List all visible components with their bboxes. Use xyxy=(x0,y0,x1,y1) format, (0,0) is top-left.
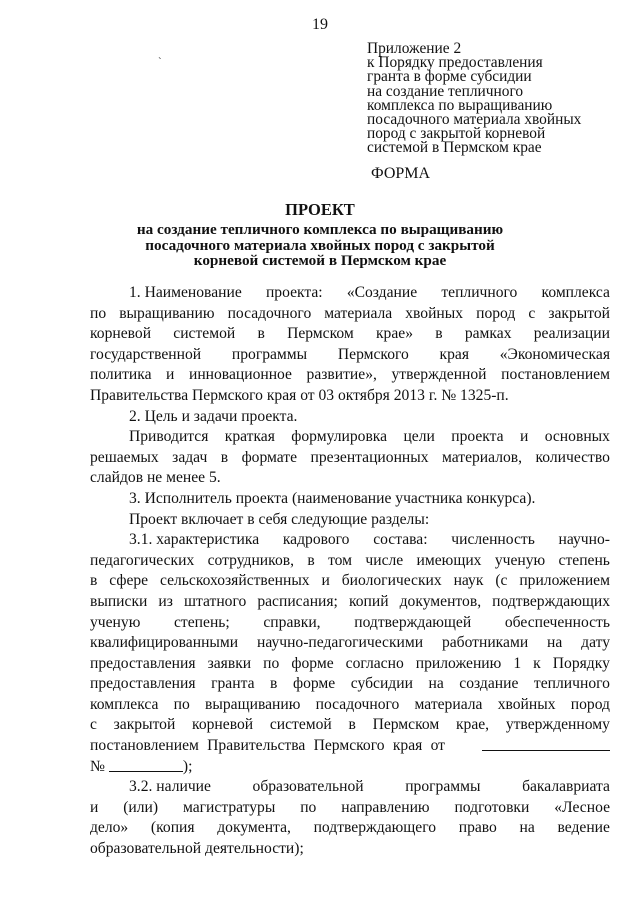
paragraph-sections: Проект включает в себя следующие разделы: xyxy=(129,510,430,528)
word: Приводится xyxy=(129,428,209,446)
text-line xyxy=(90,674,610,695)
word: том xyxy=(328,551,353,569)
word: Порядку xyxy=(552,654,610,672)
word: бакалавриата xyxy=(522,778,610,796)
word: биологических xyxy=(341,572,442,590)
word: 1 xyxy=(513,654,522,672)
word: комплекса xyxy=(541,284,610,301)
word: в xyxy=(220,448,229,466)
word: по xyxy=(300,798,317,816)
document-subtitle xyxy=(0,222,640,269)
appendix-line: Приложение 2 xyxy=(367,40,462,57)
text-line xyxy=(90,839,610,860)
word: реализации xyxy=(533,325,610,343)
word: в xyxy=(270,675,278,693)
word: проекта: xyxy=(265,284,323,301)
word: штатного xyxy=(183,592,247,610)
word: 3.1. характеристика xyxy=(129,531,260,549)
word: слайдов не менее 5. xyxy=(90,469,221,487)
word: на xyxy=(428,675,444,693)
form-label: ФОРМА xyxy=(371,165,431,182)
word: магистратуры xyxy=(182,798,276,816)
word: работниками xyxy=(441,634,529,652)
appendix-line: на создание тепличного xyxy=(367,82,524,100)
word: подтверждающих xyxy=(492,592,610,610)
document-body xyxy=(90,283,610,860)
word: создание xyxy=(459,675,519,693)
text-line xyxy=(90,757,610,778)
word: научно- xyxy=(558,531,610,549)
word: задач xyxy=(172,448,208,466)
word: презентационных xyxy=(310,448,429,466)
word: хвойных xyxy=(405,304,464,322)
word: крае» xyxy=(375,325,413,343)
word: Правительства xyxy=(207,737,306,755)
word: заявки xyxy=(207,654,252,672)
text-line xyxy=(90,818,610,839)
word: краткая xyxy=(224,428,275,446)
paragraph-goals-desc xyxy=(90,427,610,489)
word: расписания; xyxy=(257,592,338,610)
word: по xyxy=(90,304,107,322)
word: гранта xyxy=(211,675,255,693)
word: Пермского xyxy=(313,737,385,755)
page-number: 19 xyxy=(312,16,328,33)
text-line xyxy=(90,633,610,654)
word: педагогических xyxy=(90,551,195,569)
word: цели xyxy=(403,428,435,446)
word: документов, xyxy=(399,592,482,610)
word: сфере xyxy=(109,572,149,590)
subtitle-line: корневой системой в Пермском крае xyxy=(193,252,447,269)
text-line xyxy=(90,613,610,634)
word: и xyxy=(321,572,330,590)
paragraph-education xyxy=(90,777,610,859)
word: сельскохозяйственных xyxy=(159,572,310,590)
word: форме xyxy=(291,654,334,672)
word: комплекса xyxy=(90,695,159,713)
word: постановлением xyxy=(90,737,199,755)
word: имеющих xyxy=(416,551,482,569)
word: края xyxy=(392,737,423,755)
word: обеспеченность xyxy=(504,613,610,631)
word: решаемых xyxy=(90,448,159,466)
word: состава: xyxy=(373,531,428,549)
word: числе xyxy=(365,551,404,569)
word: в xyxy=(348,716,356,734)
word: Правительства Пермского края от 03 октября 2013 г. № 1325-п. xyxy=(90,386,509,404)
word: тепличного xyxy=(533,675,610,693)
appendix-line: пород с закрытой корневой xyxy=(367,125,546,143)
text-line xyxy=(90,715,610,736)
text-line xyxy=(90,571,610,592)
word: от xyxy=(430,737,445,755)
word: «Лесное xyxy=(554,798,610,816)
word: дату xyxy=(581,634,610,652)
stray-mark: ` xyxy=(158,56,162,68)
number-sign: № xyxy=(90,757,105,775)
word: справки, xyxy=(263,613,321,631)
word: научно-педагогическими xyxy=(256,634,424,652)
word: материала xyxy=(324,304,393,322)
word: Пермского xyxy=(337,345,409,363)
word: «Экономическая xyxy=(499,345,610,363)
word: Пермском xyxy=(372,716,440,734)
text-line xyxy=(90,777,610,798)
word: пород xyxy=(476,304,516,322)
word: материалов, xyxy=(441,448,523,466)
word: (с xyxy=(495,572,508,590)
word: на xyxy=(547,634,563,652)
word: посадочного xyxy=(315,695,400,713)
word: численность xyxy=(451,531,535,549)
word: подготовки xyxy=(454,798,530,816)
word: ученую xyxy=(90,613,141,631)
word: развитие», xyxy=(306,366,377,384)
word: документа, xyxy=(217,819,291,837)
word: выращиванию xyxy=(205,695,301,713)
word: рамках xyxy=(464,325,512,343)
text-line xyxy=(90,798,610,819)
word: предоставления xyxy=(90,675,196,693)
word: на xyxy=(519,819,535,837)
word: приложению xyxy=(415,654,502,672)
text-line xyxy=(90,324,610,345)
text-line xyxy=(90,283,610,304)
word: в xyxy=(307,551,315,569)
word: посадочного xyxy=(227,304,312,322)
date-blank xyxy=(482,736,610,751)
subtitle-line: на создание тепличного комплекса по выращиванию xyxy=(136,221,504,238)
word: формате xyxy=(241,448,298,466)
word: «Создание xyxy=(346,284,418,301)
word: программы xyxy=(231,345,308,363)
paragraph-project-name xyxy=(90,283,610,407)
word: (копия xyxy=(150,819,195,837)
text-line xyxy=(90,304,610,325)
word: в xyxy=(90,572,98,590)
word: формулировка xyxy=(291,428,388,446)
word: по xyxy=(263,654,280,672)
word: системой xyxy=(173,325,236,343)
paragraph-goals: 2. Цель и задачи проекта. xyxy=(129,407,298,425)
appendix-line: посадочного материала хвойных xyxy=(367,111,582,129)
text-line xyxy=(90,736,610,757)
text-line xyxy=(90,654,610,675)
word: закрытой xyxy=(113,716,176,734)
word: тепличного xyxy=(441,284,518,301)
paragraph-executor: 3. Исполнитель проекта (наименование участника конкурса). xyxy=(129,489,536,507)
word: с xyxy=(528,304,536,322)
word: выписки xyxy=(90,592,148,610)
word: государственной xyxy=(90,345,202,363)
word: подтверждающего xyxy=(313,819,437,837)
word: квалифицированными xyxy=(90,634,239,652)
word: степень xyxy=(558,551,610,569)
word: кадрового xyxy=(282,531,350,549)
word: предоставления xyxy=(90,654,196,672)
word: инновационное xyxy=(188,366,292,384)
word: образовательной xyxy=(252,778,364,796)
word: корневой xyxy=(192,716,254,734)
text-line xyxy=(90,468,610,489)
word: закрытой xyxy=(548,304,610,322)
word: дело» xyxy=(90,819,129,837)
word: образовательной деятельности); xyxy=(90,840,304,858)
word: постановлением xyxy=(501,366,610,384)
word: форме xyxy=(292,675,336,693)
appendix-line: к Порядку предоставления xyxy=(367,54,543,72)
document-title: ПРОЕКТ xyxy=(285,200,355,219)
word: сотрудников, xyxy=(207,551,294,569)
word: и xyxy=(90,798,99,816)
paragraph-staff xyxy=(90,530,610,777)
word: ученую xyxy=(494,551,546,569)
word: направлению xyxy=(341,798,430,816)
word: политика xyxy=(90,366,152,384)
text-line-words xyxy=(90,736,445,757)
word: Пермском xyxy=(287,325,354,343)
word: и xyxy=(519,428,529,446)
subtitle-line: посадочного материала хвойных пород с закрытой xyxy=(145,236,495,254)
word: 3.2. наличие xyxy=(129,778,211,796)
word: основных xyxy=(544,428,610,446)
word: утвержденному xyxy=(505,716,610,734)
text-line xyxy=(90,386,610,407)
word: подтверждающей xyxy=(354,613,472,631)
text-line xyxy=(90,695,610,716)
word: 1. Наименование xyxy=(129,284,242,301)
word: корневой xyxy=(90,325,152,343)
appendix-line: комплекса по выращиванию xyxy=(367,96,553,114)
word: крае, xyxy=(455,716,490,734)
word: к xyxy=(533,654,541,672)
word: системой xyxy=(269,716,332,734)
word: (или) xyxy=(123,798,159,816)
appendix-header xyxy=(367,42,617,156)
word: субсидии xyxy=(350,675,413,693)
word: пород xyxy=(570,695,610,713)
word: утвержденной xyxy=(391,366,487,384)
text-line xyxy=(90,530,610,551)
word: выращиванию xyxy=(119,304,215,322)
word: копий xyxy=(348,592,389,610)
appendix-line: гранта в форме субсидии xyxy=(367,68,532,86)
appendix-line: системой в Пермском крае xyxy=(367,139,542,157)
word: из xyxy=(158,592,173,610)
word: степень; xyxy=(174,613,230,631)
word: хвойных xyxy=(497,695,556,713)
word: материала xyxy=(414,695,483,713)
word: программы xyxy=(405,778,481,796)
word: наук xyxy=(453,572,484,590)
word: проекта xyxy=(451,428,504,446)
text-line xyxy=(90,427,610,448)
text-line xyxy=(90,551,610,572)
word: согласно xyxy=(345,654,404,672)
word: в xyxy=(435,325,443,343)
word: и xyxy=(166,366,175,384)
number-blank xyxy=(109,757,183,772)
word: с xyxy=(90,716,97,734)
text-line xyxy=(90,592,610,613)
word: по xyxy=(173,695,190,713)
word: ведение xyxy=(557,819,610,837)
word: в xyxy=(257,325,265,343)
text-line xyxy=(90,345,610,366)
word: право xyxy=(458,819,497,837)
line-end: ); xyxy=(182,757,193,775)
word: края xyxy=(439,345,470,363)
text-line xyxy=(90,448,610,469)
word: количество xyxy=(535,448,610,466)
text-line xyxy=(90,365,610,386)
word: приложением xyxy=(519,572,610,590)
